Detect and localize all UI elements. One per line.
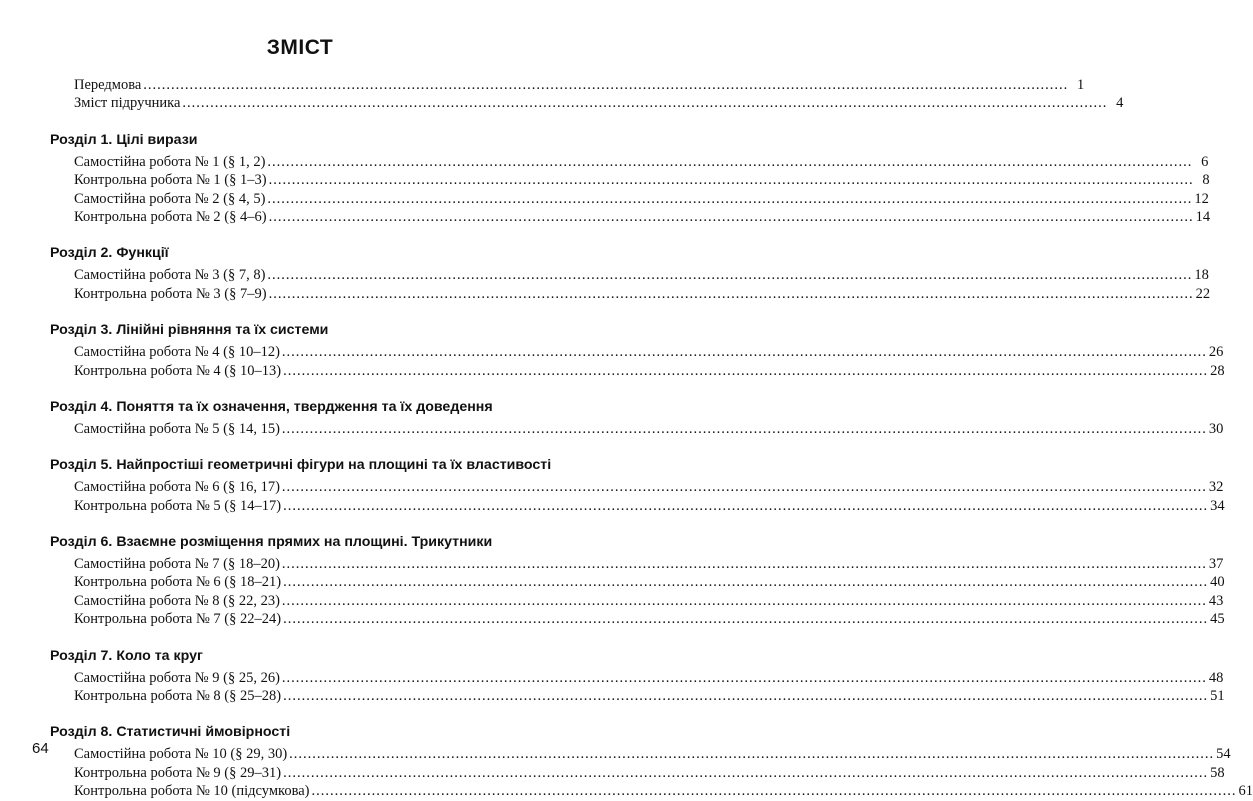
- toc-entry-page: 58: [1210, 764, 1225, 781]
- toc-entry-page: 37: [1208, 556, 1224, 573]
- dot-leader: ........................................................................................................................................................................................................: [281, 592, 1207, 609]
- dot-leader: ........................................................................................................................................................................................................: [283, 688, 1209, 705]
- toc-section: [50, 131, 1211, 227]
- dot-leader: ........................................................................................................................................................................................................: [182, 95, 1108, 112]
- toc-entry-page: 6: [1201, 153, 1209, 170]
- toc-entry-label: Контрольна робота № 4 (§ 10–13): [74, 362, 282, 379]
- toc-entry-page: 34: [1210, 497, 1225, 514]
- dot-leader: ........................................................................................................................................................................................................: [283, 497, 1209, 514]
- toc-entry: [50, 478, 1224, 496]
- toc-entry-label: Самостійна робота № 2 (§ 4, 5): [74, 190, 266, 207]
- toc-section: [50, 723, 1253, 800]
- toc-entry-label: Контрольна робота № 1 (§ 1–3): [74, 172, 267, 189]
- table-of-contents: [50, 76, 1253, 801]
- toc-entry-label: Самостійна робота № 4 (§ 10–12): [74, 344, 280, 361]
- dot-leader: ........................................................................................................................................................................................................: [268, 172, 1194, 189]
- section-title: Розділ 6. Взаємне розміщення прямих на площині. Трикутники: [50, 534, 493, 551]
- toc-entry: [50, 171, 1210, 189]
- toc-entry-page: 26: [1208, 344, 1224, 361]
- dot-leader: ........................................................................................................................................................................................................: [283, 362, 1209, 379]
- toc-entry-label: Контрольна робота № 5 (§ 14–17): [74, 497, 282, 514]
- page-number: 64: [32, 740, 49, 757]
- toc-entry-label: Контрольна робота № 2 (§ 4–6): [74, 208, 267, 225]
- dot-leader: ........................................................................................................................................................................................................: [267, 153, 1193, 170]
- section-title: Розділ 5. Найпростіші геометричні фігури на площині та їх властивості: [50, 457, 552, 474]
- dot-leader: ........................................................................................................................................................................................................: [283, 764, 1209, 781]
- toc-entry: [50, 782, 1253, 800]
- toc-entry: [50, 497, 1225, 515]
- dot-leader: ........................................................................................................................................................................................................: [268, 208, 1194, 225]
- toc-entry-label: Передмова: [74, 77, 142, 93]
- toc-entry: [50, 573, 1225, 591]
- toc-section: [50, 244, 1211, 303]
- toc-entry-page: 54: [1216, 746, 1231, 763]
- toc-entry-label: Контрольна робота № 10 (підсумкова): [74, 783, 310, 800]
- toc-entry-page: 51: [1210, 688, 1225, 705]
- dot-leader: ........................................................................................................................................................................................................: [268, 285, 1194, 302]
- toc-section: [50, 647, 1225, 706]
- toc-entry-label: Контрольна робота № 3 (§ 7–9): [74, 285, 267, 302]
- toc-entry: [50, 190, 1209, 208]
- toc-entry-page: 14: [1195, 208, 1211, 225]
- section-title: Розділ 7. Коло та круг: [50, 647, 203, 664]
- toc-entry-page: 45: [1210, 611, 1225, 628]
- toc-entry-label: Контрольна робота № 7 (§ 22–24): [74, 611, 282, 628]
- section-title: Розділ 1. Цілі вирази: [50, 131, 198, 148]
- toc-entry-label: Зміст підручника: [74, 95, 181, 112]
- toc-entry: [50, 153, 1209, 171]
- toc-entry-page: 28: [1210, 362, 1225, 379]
- toc-section: [50, 533, 1225, 629]
- toc-entry: [50, 208, 1211, 226]
- section-title: Розділ 8. Статистичні ймовірності: [50, 724, 291, 741]
- toc-entry-page: 12: [1194, 190, 1209, 207]
- toc-entry-label: Самостійна робота № 7 (§ 18–20): [74, 556, 280, 573]
- toc-entry-page: 22: [1195, 285, 1211, 302]
- toc-entry-label: Самостійна робота № 1 (§ 1, 2): [74, 153, 266, 170]
- toc-entry-page: 8: [1202, 172, 1210, 189]
- page-title: ЗМІСТ: [266, 36, 334, 59]
- toc-entry: [50, 764, 1225, 782]
- dot-leader: ........................................................................................................................................................................................................: [281, 420, 1207, 437]
- intro-entries: [50, 76, 1124, 113]
- toc-entry: [50, 343, 1224, 361]
- toc-entry-label: Самостійна робота № 10 (§ 29, 30): [74, 746, 288, 763]
- toc-sections: [50, 131, 1253, 801]
- dot-leader: ........................................................................................................................................................................................................: [311, 783, 1237, 800]
- toc-entry: [50, 555, 1224, 573]
- section-title: Розділ 2. Функції: [50, 245, 169, 262]
- toc-entry: [50, 76, 1085, 94]
- toc-section: [50, 398, 1224, 438]
- dot-leader: ........................................................................................................................................................................................................: [281, 669, 1207, 686]
- toc-entry-label: Самостійна робота № 3 (§ 7, 8): [74, 267, 266, 284]
- toc-entry: [50, 94, 1124, 112]
- toc-entry: [50, 285, 1211, 303]
- dot-leader: ........................................................................................................................................................................................................: [281, 344, 1207, 361]
- dot-leader: ........................................................................................................................................................................................................: [281, 479, 1207, 496]
- toc-entry: [50, 610, 1225, 628]
- toc-section: [50, 321, 1225, 380]
- toc-entry-label: Контрольна робота № 8 (§ 25–28): [74, 688, 282, 705]
- toc-entry: [50, 592, 1224, 610]
- toc-entry-page: 18: [1194, 267, 1209, 284]
- dot-leader: ........................................................................................................................................................................................................: [143, 77, 1069, 93]
- dot-leader: ........................................................................................................................................................................................................: [281, 556, 1207, 573]
- dot-leader: ........................................................................................................................................................................................................: [267, 190, 1193, 207]
- toc-entry-page: 40: [1210, 574, 1225, 591]
- dot-leader: ........................................................................................................................................................................................................: [283, 611, 1209, 628]
- toc-entry: [50, 745, 1231, 763]
- toc-entry: [50, 420, 1224, 438]
- section-title: Розділ 3. Лінійні рівняння та їх системи: [50, 322, 329, 339]
- toc-entry: [50, 687, 1225, 705]
- dot-leader: ........................................................................................................................................................................................................: [289, 746, 1215, 763]
- toc-section: [50, 456, 1225, 515]
- toc-entry: [50, 266, 1209, 284]
- toc-entry: [50, 669, 1224, 687]
- toc-entry-page: 4: [1116, 95, 1124, 112]
- toc-entry-page: 61: [1238, 783, 1253, 800]
- toc-entry-page: 30: [1208, 420, 1224, 437]
- toc-entry: [50, 362, 1225, 380]
- toc-entry-label: Самостійна робота № 9 (§ 25, 26): [74, 669, 280, 686]
- toc-entry-label: Самостійна робота № 6 (§ 16, 17): [74, 479, 280, 496]
- toc-entry-page: 43: [1208, 592, 1224, 609]
- dot-leader: ........................................................................................................................................................................................................: [267, 267, 1193, 284]
- toc-entry-label: Самостійна робота № 5 (§ 14, 15): [74, 420, 280, 437]
- toc-entry-page: 1: [1077, 77, 1085, 93]
- toc-entry-page: 32: [1208, 479, 1224, 496]
- toc-entry-label: Самостійна робота № 8 (§ 22, 23): [74, 592, 280, 609]
- dot-leader: ........................................................................................................................................................................................................: [283, 574, 1209, 591]
- toc-entry-label: Контрольна робота № 9 (§ 29–31): [74, 764, 282, 781]
- toc-entry-label: Контрольна робота № 6 (§ 18–21): [74, 574, 282, 591]
- section-title: Розділ 4. Поняття та їх означення, твердження та їх доведення: [50, 398, 493, 415]
- toc-entry-page: 48: [1208, 669, 1224, 686]
